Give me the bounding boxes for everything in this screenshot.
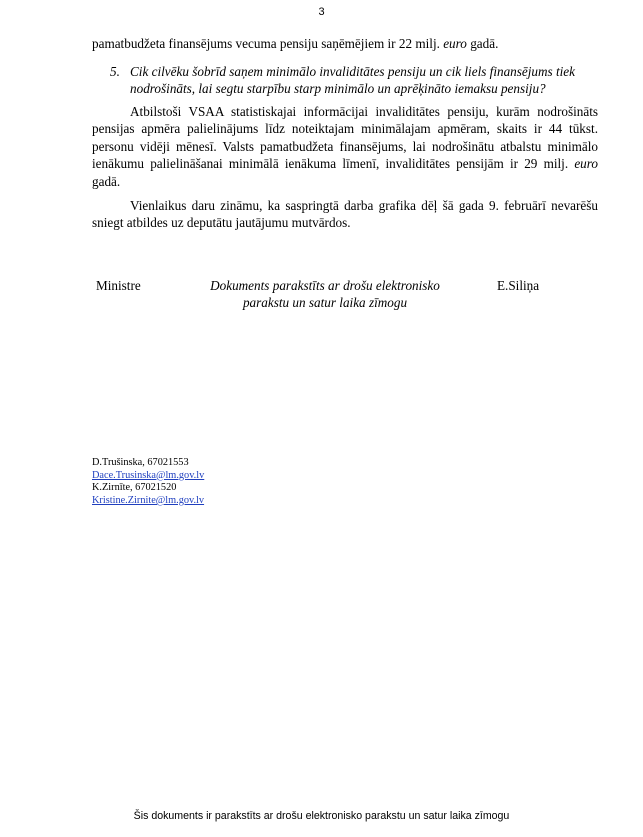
paragraph-emphasis: euro <box>574 156 598 172</box>
footer-signature-notice: Šis dokuments ir parakstīts ar drošu elektronisko parakstu un satur laika zīmogu <box>133 810 510 822</box>
paragraph-text: gadā. <box>466 36 499 51</box>
contact-person: K.Zirnīte, 67021520 <box>92 482 177 494</box>
signature-block <box>96 277 596 317</box>
paragraph-text: pamatbudžeta finansējums vecuma pensiju saņēmējiem ir 22 milj. <box>92 36 444 51</box>
paragraph-text: Atbilstoši VSAA statistiskajai informācijai invaliditātes pensiju, kurām nodrošināts pensijas apmēra palielinājums līdz noteiktajam minimālajam apmēram, skaits ir 44 tūkst. personu vidēji mēnesī. Valsts pamatbudžeta finansējums, lai nodrošinātu atbalstu minimālo ienākumu palielināšanai minimālā ienākuma līmenī, invaliditātes pensijām ir 29 milj. <box>92 104 598 172</box>
signer-name: E.Siliņa <box>497 278 540 293</box>
paragraph-text: gadā. <box>92 173 121 189</box>
contact-email-link[interactable]: Dace.Trusinska@lm.gov.lv <box>92 469 205 481</box>
paragraph-pension-funding <box>92 35 598 52</box>
paragraph-notice: Vienlaikus daru zināmu, ka saspringtā darba grafika dēļ šā gada 9. februārī nevarēšu sniegt atbildes uz deputātu jautājumu mutvārdos. <box>92 198 598 231</box>
page-number: 3 <box>318 6 325 18</box>
paragraph-emphasis: euro <box>443 36 467 51</box>
contact-email-link[interactable]: Kristine.Zirnite@lm.gov.lv <box>92 494 205 506</box>
contact-list <box>92 457 204 507</box>
signature-note <box>200 277 450 311</box>
paragraph-disability-pension <box>92 103 598 190</box>
question-text: Cik cilvēku šobrīd saņem minimālo invaliditātes pensiju un cik liels finansējums tiek nodrošināts, lai segtu starpību starp minimālo un aprēķināto iemaksu pensiju? <box>130 64 576 97</box>
contact-person: D.Trušinska, 67021553 <box>92 457 189 468</box>
signer-title: Ministre <box>96 278 141 293</box>
signature-note-line: parakstu un satur laika zīmogu <box>242 295 408 310</box>
question-5 <box>92 63 598 98</box>
question-number: 5. <box>110 64 120 79</box>
signature-note-line: Dokuments parakstīts ar drošu elektronisko <box>210 278 440 293</box>
